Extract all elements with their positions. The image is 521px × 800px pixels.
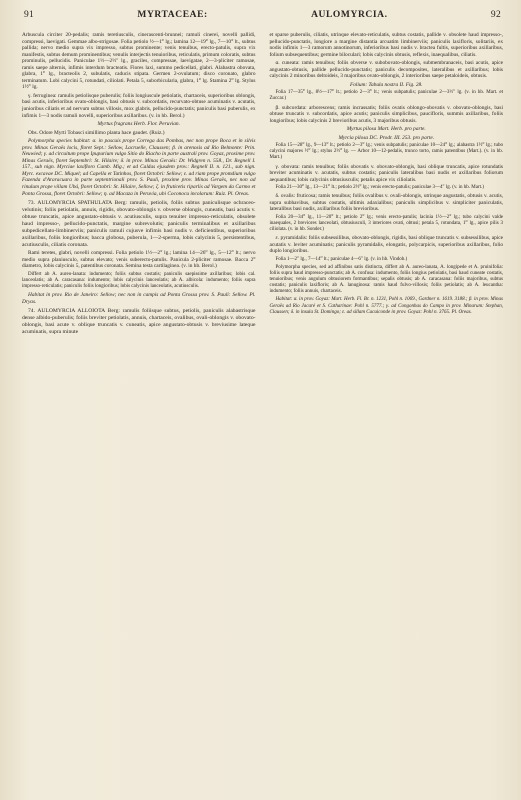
species-heading: 73. AULOMYRCIA SPATHULATA Berg: ramulis, petiolis, foliis subtus paniculisque ochraceo-velutinis; foliis petiolatis, annuis, rigidis, obovato-oblongis v. obverse oblongis, cuneatis, basi acutis v. obtuse truncatis, apice angustato-obtusis v. acutiusculis, supra tenuiter impresso-reticulatis, obsolete haud impresso-, pellucido-punctatis, margine subrevolutis; paniculis terminalibus et axillaribus subpedicellato-limbinerviis; paniculis ramuli cujusve infimis basi nudis v. deficientibus, superioribus axillaribus, foliis longioribus; bacca globosa, puberula, 1—2-sperma, lobis calycinis 5, persistentibus, acutiusculis, ciliatis coronata. — [22, 200, 256, 249]
right-paragraph: Polymorpha species, sed ad affinibus satis distincta, differt ab A. aureo-lanata, A. longipede et A. pruinifolia: foliis supra haud impresso-punctatis; ab A. confusa: indumento, foliis longius petiolatis, basi haud cuneate costatis, tenuioribus; venis angulum obtusiorem formantibus; sepalis obtusis; ab A. caracasana: foliis majoribus, subtus costatis; paniculis laxifloris; ab A. lanuginosa: ramis haud fulvo-villosis; foliis petiolatis; ab A. leucantha: indumento; foliis annuis, chartaceis. — [269, 264, 503, 295]
right-paragraph: Myrcia pilosa DC. Prodr. III. 253. pro parte. — [338, 134, 435, 141]
right-paragraph: Habitat: α. in prov. Goyaz: Mart. Herb. Fl. Br. n. 1231, Pohl n. 1069., Gardner n. 1619. 3188.; β. in prov. Minas Geraës ad Rio Jacaré et S. Catharinae: Pohl n. 5777.; γ. ad Congonhas do Campo in prov. Minarum: Stephan, Claussen; δ. in insula St. Domingo; ε. ad sillam Cacuiconde in prov. Goyaz: Pohl n. 3765. Pl. Oreas. — [269, 297, 503, 315]
page-number-right: 92 — [490, 10, 501, 20]
right-column — [270, 32, 504, 337]
right-paragraph: Folia 15—28‴ lg., 9—13‴ lt.; petiolo 2—3‴ lg.; venis subpatulis; paniculae 10—24‴ lg.; alabastra 1½‴ lg.; tubo calycini majores ½‴ lg.; stylus 2½‴ lg. — Arbor 10—12-pedalis, trunco torto, ramis patentibus (Mart.). (v. in hb. Mart.) — [269, 143, 503, 161]
right-paragraph: Folia 1—2″ lg., 7—14‴ lt.; paniculae 4—6″ lg. (v. in hb. Vindob.) — [275, 256, 408, 262]
left-paragraph: Arbuscula circiter 20-pedalis; ramis teretiusculis, cinerascenti-brunnei; ramuli cinerei, novelli pallidi, compressi, laevigati. Gemmae albo-strigosae. Folia petiolo ½—1‴ lg.; lamina 12—19‴ lg., 7—10‴ lt., subtus pallida; nervo medio supra vix impresso, subtus prominente; venis tenuibus, erecto-patulis, supra vix manifestis, subtus demum prominentibus; venulis interjectis tenuioribus, reticulatis, primum coloratis, subtus prominulis, pellucidis. Paniculae 1½—2½″ lg., graciles, compressae, laevigatae, 2—3-pliciter ramosae, ramis saepe alternis, infimis interdum bracteatis. Flores laxi, summo pedicellati, glabri. Alabastra obovata, glabra, 1‴ lg., bracteolis 2, subulatis, caducis stipata. Germen 2-ovulatum; disco coronato, glabro terminatum. Lobi calycini 5, rotundati, ciliolati. Petala 5, suborbicularia, glabra, 1‴ lg. Stamina 2‴ lg. Stylus 1½‴ lg. — [22, 32, 256, 91]
section-title: MYRTACEAE: — [137, 10, 208, 20]
right-paragraph: Folia 17—35‴ lg., 8½—17‴ lt.; petiolo 2—3‴ lt.; venis subpatulis; paniculae 2—3½″ lg. (v. in hb. Mart. et Zuccar.) — [269, 90, 503, 102]
right-paragraph: β. subcordata: arborescens; ramis incrassatis; foliis ovatis oblongo-obovatis v. obovato-oblongis, basi obtuse truncatis v. subcordatis, apice acutis; paniculis simplicibus, paucifloris, summis axillaribus, foliis longioribus; lobis calycinis 2 brevioribus acutis, 3 majoribus obtusis. — [269, 104, 503, 124]
left-paragraph: Differt ab A. aureo-lanata: indumento; foliis subtus costatis; paniculis saepissime axillaribus; lobis cal. lanceolatis; ab A. caracasana: indumento; lobis calycinis lanceolatis; ab A. albicola: indumento; foliis supra impresso-reticulatis; paniculis foliis longioribus; lobis calycinis lanceolatis, acutiusculis. — [22, 271, 256, 289]
running-head — [22, 10, 503, 24]
right-paragraph: γ. obovata: ramis tenuibus; foliis obovatis v. obovato-oblongis, basi oblique truncatis, apice rotundatis breviter acuminatis v. acutatis, subtus costatis; paniculis lateralibus basi nudis et axillaribus foliorum aequantibus; lobis calycinis obtusiusculis; petalis apice vix ciliolatis. — [269, 163, 503, 183]
left-paragraph: Polymorpha species habitat: α. in pascuis prope Correga das Pombas, nec non prope Boca et in silvis prov. Minas Geraës locis, floret Sept.: Sellow, Lacruelle, Claussen; β. in arenosis ad Rio Belmonte: Prin. Neuwied; γ. ad circuitum prope Ipupurium vulgo Sitio do Riacho in parte australi prov. Goyaz, proxime prov. Minas Geraës, floret Septembri: St. Hilaire; δ. in prov. Minas Geraës: Dr. Widgren n. 558., Dr. Regnell I. 157., sub nign. Myrciae laxifloro Camb. Mig.; et ad Caldas ejusdem prov.: Regnell II. n. 121., sub nign. Myrc. excavae DC. Miquel; ad Capella et Tatinhos, floret Octobri: Sellow; ε. ad riam prope promdium vulgo Fazenda d'Araracuara in parte septentrionali prov. S. Pauli, proxime prov. Minas Geraës, nec non ad rinulum prope villam Ubá, floret Octobri: St. Hilaire, Sellow; ζ. in fruticetis riparlis ad Vargem da Carmo et Ponta Grossa, floret Octobri: Sellow; η. ad Macaza in Peruvia, ubi Coconocu incolarum: Ruiz. Pl. Oreas. — [22, 138, 256, 197]
left-paragraph: γ. ferruginea: ramulis petiolisque puberulis; foliis longiuscule petiolatis, chartaceis, superioribus oblongis, basi acutis, inferioribus ovato-oblongis, basi obtusis v. subcordatis, recurvato-obtuse acuminatis v. acutatis, junioribus ciliatis et ad nervum subtus villosis, mox glabris, pellucido-punctatis; paniculis basi puberulis, ex infimis 1—3 nodis ramuli novelli, superioribus axillaribus. (v. in hb. Berol.) — [22, 92, 256, 119]
species-heading: 74. AULOMYRCIA ALLOIOTA Berg: ramulis foliisque subtus, petiolis, paniculis alabastrisque dense albido-puberulis; foliis breviter petiolatis, annuis, chartaceis, ovalibus, ovali-oblongis v. obovato-oblongis, basi acute v. oblique truncatis v. cuneatis, apice angustato-obtusis v. breviusime lateque acuminatis, supra minute — [22, 308, 256, 336]
right-paragraph: α. cuneata: ramis tenuibus; foliis obverse v. subobovato-oblongis, submembranaceis, basi acutis, apice angustato-obtusis, pallide pellucido-punctatis; paniculis decomposites, lateralibus et axillaribus; lobis calycinis 2 minoribus deltoideis, 3 majoribus ovato-oblongis, 2 interioribus saepe petaloideis, obtusis. — [269, 60, 503, 80]
right-paragraph: et sparse puberulis, ciliatis, utrinque elevato-reticulatis, subtus costatis, pallide v. obsolete haud impresso-, pellucido-punctatis, longiore a margine distantia arcuatim limbinerviis; paniculis laxifloris, solitariis, ex nodis infimis 1—3 ramorum annotinorum, inferioribus basi nudis v. bractea fultis, superioribus axillaribus, folium subsequentibus; germine biloculari; lobis calycinis obtusis, reflexis, inaequalibus, ciliatis. — [269, 32, 503, 58]
left-paragraph: Habitat in prov. Rio de Janeiro: Sellow; nec non in campis ad Ponta Grossa prov. S. Pauli: Sellow. Pl. Dryas. — [22, 292, 256, 305]
left-paragraph: Obs. Odore Myrti Tobasci simillimo planta hace gaudet. (Ruiz.) — [28, 129, 165, 136]
right-paragraph: Folia 21—30‴ lg., 13—21‴ lt.; petiolo 2½‴ lg.; venis erecto-patulis; paniculae 3—4″ lg. (v. in hb. Mart.) — [275, 185, 484, 191]
left-paragraph: Myrtus fragrans Herb. Flor. Peruvian. — [97, 121, 180, 128]
right-paragraph: δ. ovalis: fruticosa; ramis tenuibus; foliis ovalibus v. ovali-oblongis, utrinque angustatis, obtusis v. acutis, supra subhavibus, subtus costatis, ultimis adaxialibus; paniculis simplicibus v. simpliciter paniculatis, lateralibus basi nudis, axillaribus foliis brevioribus. — [269, 193, 503, 213]
genus-title: AULOMYRCIA. — [311, 10, 388, 20]
right-paragraph: Myrtus pilosa Mart. Herb. pro parte. — [346, 126, 426, 133]
right-paragraph: ε. pyramidalis: foliis subsessilibus, obovato-oblongis, rigidis, basi oblique truncatis v. subsessilibus, apice acutatis v. leviter acuminatis; paniculis pyramidalis, elongatis, polycarpicis, superioribus axillaribus, folio duplo longioribus. — [269, 235, 503, 255]
right-paragraph: Folia 20—34‴ lg., 11—20‴ lt.; petiolo 2‴ lg.; venis erecto-patulis; lacinia 1½—2‴ lg.; tubo calycini valde inaequales, 2 breviores lanceolati, obtusiusculi, 3 interiores ovati, obtusi; petala 5, rotundata, 1‴ lg., apice pilis 3 ciliolata. (v. in hb. Sonder.) — [269, 214, 503, 233]
left-column — [22, 32, 256, 337]
right-paragraph: Folium: Tabula nostra II. Fig. 28. — [349, 81, 423, 88]
left-paragraph: Rami teretes, glabri, novelli compressi. Folia petiolo 1½—2‴ lg.; lamina 14—26‴ lg., 5—12‴ lt.; nervo medio supra planiusculo, subtus elevato; venis suberecto-patulis. Panicula 2-pliciter ramosae. Bacca 2‴ diametro, lobis calycinis 5, patentibus coronata. Semina testa cartilaginea. (v. in hb. Berol.) — [22, 250, 256, 270]
page-number-left: 91 — [24, 10, 35, 20]
text-columns — [22, 32, 503, 337]
